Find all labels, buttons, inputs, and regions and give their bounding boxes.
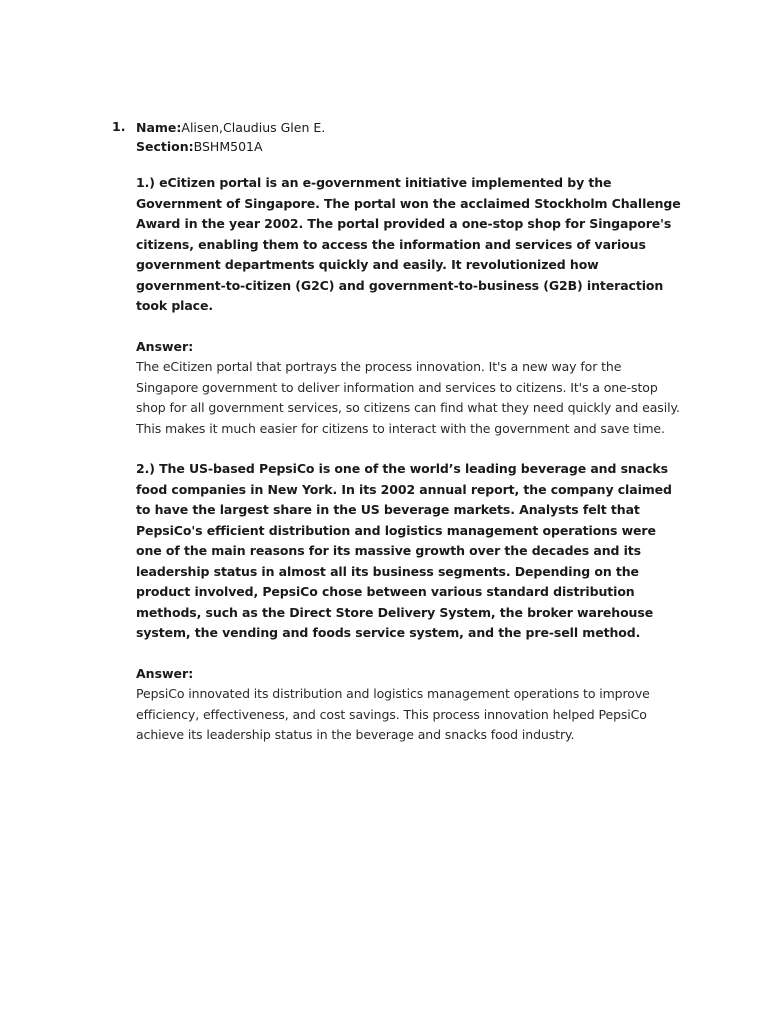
name-line bbox=[136, 118, 681, 137]
list-number: 1. bbox=[112, 119, 126, 134]
section-value: BSHM501A bbox=[193, 139, 263, 154]
question-1: 1.) eCitizen portal is an e-government initiative implemented by the Government of Singapore. The portal won the acclaimed Stockholm Challenge Award in the year 2002. The portal provided a one-stop shop for Singapore's citizens, enabling them to access the information and services of various government departments quickly and easily. It revolutionized how government-to-citizen (G2C) and government-to-business (G2B) interaction took place. bbox=[136, 175, 681, 313]
spacer bbox=[136, 156, 681, 173]
name-label: Name: bbox=[136, 120, 182, 135]
question-2: 2.) The US-based PepsiCo is one of the world’s leading beverage and snacks food companies in New York. In its 2002 annual report, the company claimed to have the largest share in the US beverage markets. Analysts felt that PepsiCo's efficient distribution and logistics management operations were one of the main reasons for its massive growth over the decades and its leadership status in almost all its business segments. Depending on the product involved, PepsiCo chose between various standard distribution methods, such as the Direct Store Delivery System, the broker warehouse system, the vending and foods service system, and the pre-sell method. bbox=[136, 461, 672, 640]
name-value: Alisen,Claudius Glen E. bbox=[181, 120, 326, 135]
spacer bbox=[136, 317, 681, 337]
answer-2-text: PepsiCo innovated its distribution and logistics management operations to improve efficiency, effectiveness, and cost savings. This process innovation helped PepsiCo achieve its leadership status in the beverage and snacks food industry. bbox=[136, 686, 650, 742]
spacer bbox=[136, 439, 681, 459]
answer-2-label: Answer: bbox=[136, 665, 194, 681]
section-label: Section: bbox=[136, 139, 194, 154]
spacer bbox=[136, 644, 681, 664]
answer-1-text: The eCitizen portal that portrays the process innovation. It's a new way for the Singapore government to deliver information and services to citizens. It's a one-stop shop for all government services, so citizens can find what they need quickly and easily. This makes it much easier for citizens to interact with the government and save time. bbox=[136, 359, 680, 436]
section-line bbox=[136, 137, 681, 156]
answer-1-label: Answer: bbox=[136, 338, 194, 354]
document-content bbox=[136, 118, 681, 746]
